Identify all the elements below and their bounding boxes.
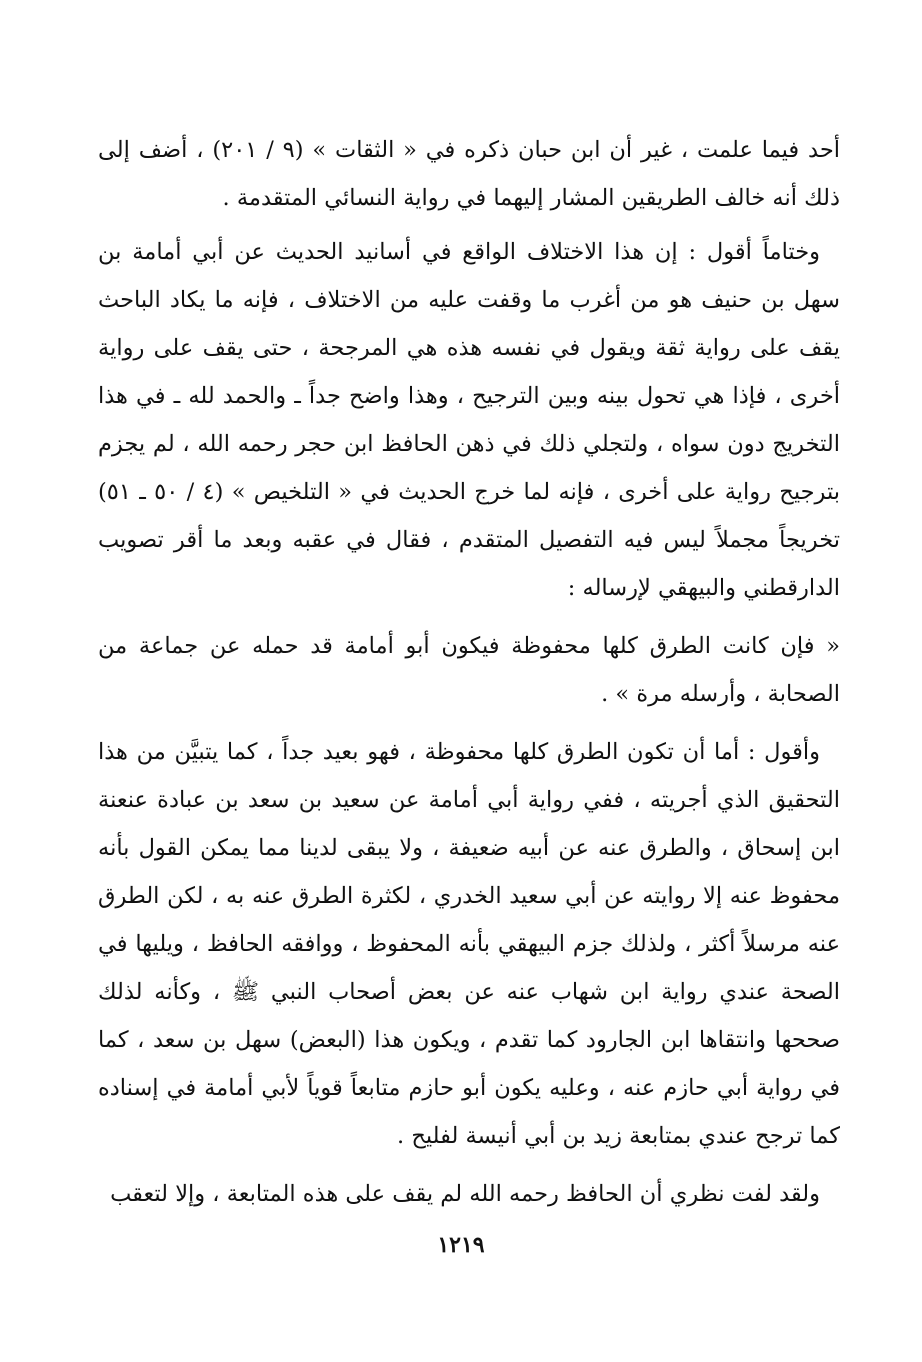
paragraph-4: ولقد لفت نظري أن الحافظ رحمه الله لم يقف على هذه المتابعة ، وإلا لتعقب [110, 1181, 820, 1207]
paragraph-3: وأقول : أما أن تكون الطرق كلها محفوظة ، فهو بعيد جداً ، كما يتبيَّن من هذا التحقيق الذي أجريته ، ففي رواية أبي أمامة عن سعيد بن سعد بن عبادة عنعنة ابن إسحاق ، والطرق عنه عن أبيه ضعيفة ، ولا يبقى لدينا مما يمكن القول بأنه محفوظ عنه إلا روايته عن أبي سعيد الخدري ، لكثرة الطرق عنه به ، لكن الطرق عنه مرسلاً أكثر ، ولذلك جزم البيهقي بأنه المحفوظ ، ووافقه الحافظ ، ويليها في الصحة عندي رواية ابن شهاب عنه عن بعض أصحاب النبي ﷺ ، وكأنه لذلك صححها وانتقاها ابن الجارود كما تقدم ، ويكون هذا (البعض) سهل بن سعد ، كما في رواية أبي حازم عنه ، وعليه يكون أبو حازم متابعاً قوياً لأبي أمامة في إسناده كما ترجح عندي بمتابعة زيد بن أبي أنيسة لفليح . [98, 739, 840, 1149]
quotation-paragraph: « فإن كانت الطرق كلها محفوظة فيكون أبو أمامة قد حمله عن جماعة من الصحابة ، وأرسله مرة » . [98, 633, 840, 707]
paragraph-1: أحد فيما علمت ، غير أن ابن حبان ذكره في « الثقات » (٩ / ٢٠١) ، أضف إلى ذلك أنه خالف الطريقين المشار إليهما في رواية النسائي المتقدمة . [98, 137, 840, 211]
body-text [98, 126, 840, 1218]
paragraph-2: وختاماً أقول : إن هذا الاختلاف الواقع في أسانيد الحديث عن أبي أمامة بن سهل بن حنيف هو من أغرب ما وقفت عليه من الاختلاف ، فإنه ما يكاد الباحث يقف على رواية ثقة ويقول في نفسه هذه هي المرجحة ، حتى يقف على رواية أخرى ، فإذا هي تحول بينه وبين الترجيح ، وهذا واضح جداً ـ والحمد لله ـ في هذا التخريج دون سواه ، ولتجلي ذلك في ذهن الحافظ ابن حجر رحمه الله ، لم يجزم بترجيح رواية على أخرى ، فإنه لما خرج الحديث في « التلخيص » (٤ / ٥٠ ـ ٥١) تخريجاً مجملاً ليس فيه التفصيل المتقدم ، فقال في عقبه وبعد ما أقر تصويب الدارقطني والبيهقي لإرساله : [98, 239, 840, 601]
page-number: ١٢١٩ [437, 1232, 485, 1258]
